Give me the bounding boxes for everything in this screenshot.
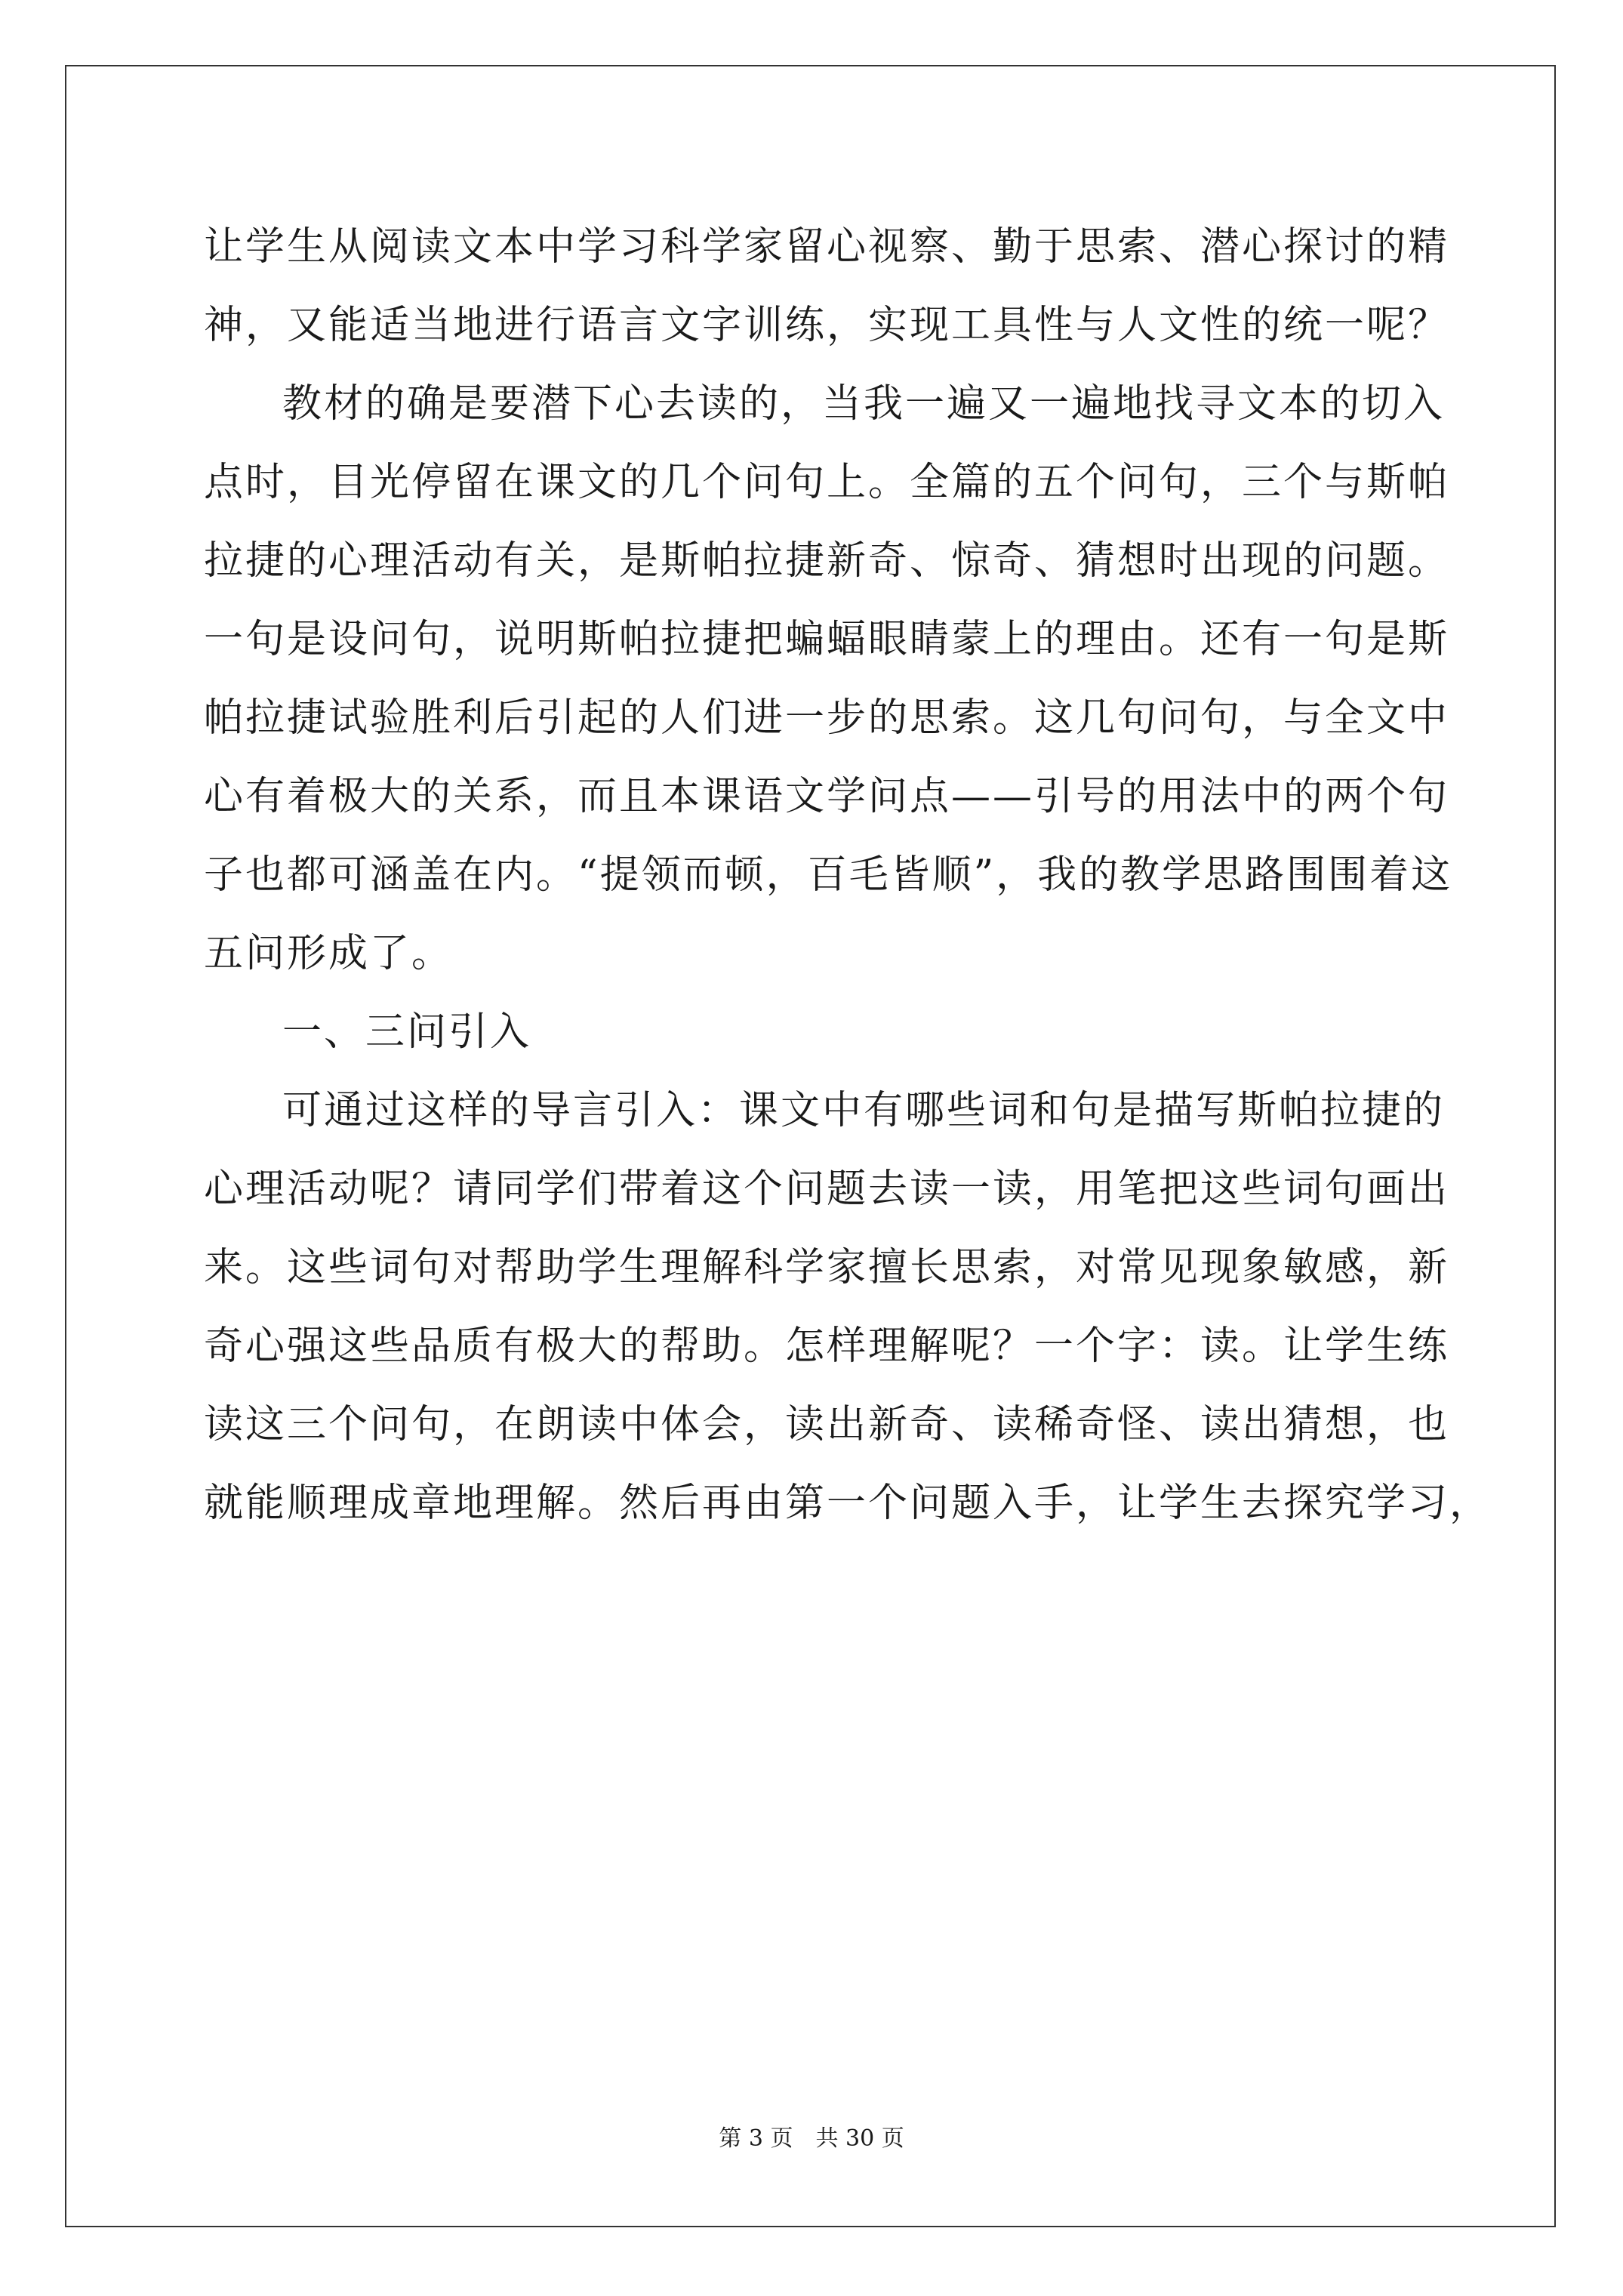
section-heading: 一、三问引入 [282, 1009, 532, 1055]
page-number-footer: 第 3 页 共 30 页 [719, 2125, 904, 2152]
text-line: 子也都可涵盖在内。“提领而顿，百毛皆顺”，我的教学思路围围着这 [204, 852, 1453, 898]
text-line: 神，又能适当地进行语言文字训练，实现工具性与人文性的统一呢？ [204, 303, 1450, 348]
paragraph-start-line: 可通过这样的导言引入：课文中有哪些词和句是描写斯帕拉捷的 [282, 1088, 1446, 1133]
text-line: 点时，目光停留在课文的几个问句上。全篇的五个问句，三个与斯帕 [204, 460, 1450, 505]
text-line: 五问形成了。 [204, 931, 454, 976]
paragraph-start-line: 教材的确是要潜下心去读的，当我一遍又一遍地找寻文本的切入 [282, 381, 1446, 427]
text-line: 读这三个问句，在朗读中体会，读出新奇、读稀奇怪、读出猜想，也 [204, 1402, 1450, 1447]
document-body [204, 208, 1492, 1542]
text-line: 来。这些词句对帮助学生理解科学家擅长思索，对常见现象敏感，新 [204, 1245, 1450, 1290]
text-line: 心有着极大的关系，而且本课语文学问点——引号的用法中的两个句 [204, 774, 1450, 819]
text-line: 让学生从阅读文本中学习科学家留心视察、勤于思索、潜心探讨的精 [204, 224, 1450, 270]
text-line: 奇心强这些品质有极大的帮助。怎样理解呢？一个字：读。让学生练 [204, 1324, 1450, 1369]
text-line: 拉捷的心理活动有关，是斯帕拉捷新奇、惊奇、猜想时出现的问题。 [204, 538, 1450, 584]
text-line: 心理活动呢？请同学们带着这个问题去读一读，用笔把这些词句画出 [204, 1166, 1450, 1212]
text-line: 一句是设问句，说明斯帕拉捷把蝙蝠眼睛蒙上的理由。还有一句是斯 [204, 617, 1450, 662]
text-line: 帕拉捷试验胜利后引起的人们进一步的思索。这几句问句，与全文中 [204, 695, 1450, 741]
text-line: 就能顺理成章地理解。然后再由第一个问题入手，让学生去探究学习， [204, 1481, 1492, 1526]
